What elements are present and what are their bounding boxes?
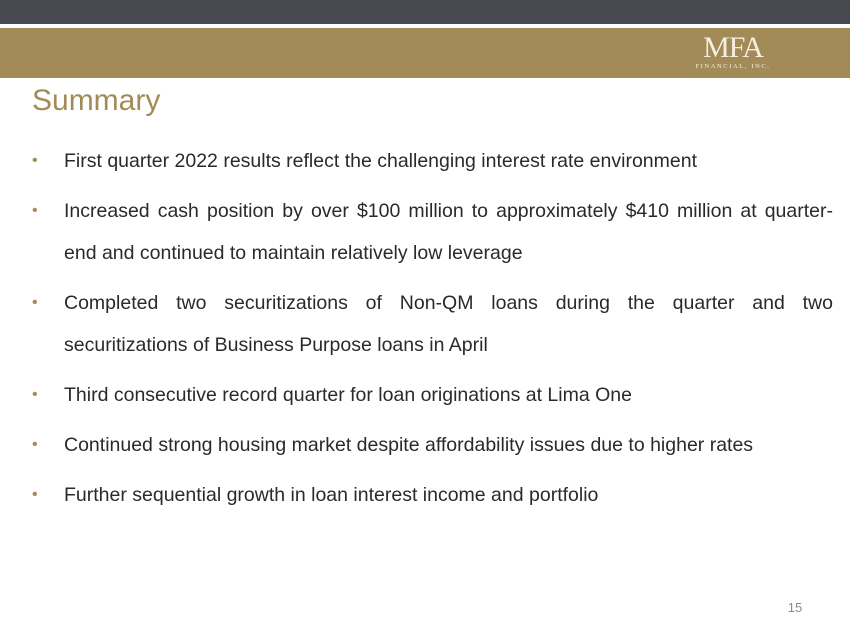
bullet-item [32, 140, 833, 182]
logo-subtext: FINANCIAL, INC. [695, 63, 771, 70]
logo-mark: MFA [703, 31, 763, 64]
bullet-dot-icon: • [32, 152, 38, 169]
bullet-dot-icon: • [32, 202, 38, 219]
bullet-dot-icon: • [32, 486, 38, 503]
bullet-item [32, 474, 833, 516]
page-number: 15 [787, 600, 803, 615]
bullet-item [32, 424, 833, 466]
bullet-text: Third consecutive record quarter for loan originations at Lima One [64, 384, 632, 406]
bullet-dot-icon: • [32, 294, 38, 311]
bullet-text: Continued strong housing market despite affordability issues due to higher rates [64, 434, 754, 456]
bullet-text: Completed two securitizations of Non-QM loans during the quarter and two securitizations of Business Purpose loans in April [64, 292, 833, 356]
bullet-item [32, 374, 833, 416]
bullet-text: Increased cash position by over $100 million to approximately $410 million at quarter-end and continued to maintain relatively low leverage [64, 200, 833, 264]
company-logo [691, 31, 775, 70]
top-dark-bar [0, 0, 850, 24]
slide-title: Summary [32, 84, 161, 117]
bullet-dot-icon: • [32, 386, 38, 403]
bullet-item [32, 190, 833, 274]
bullet-text: First quarter 2022 results reflect the challenging interest rate environment [64, 150, 697, 172]
summary-bullet-list [32, 140, 833, 524]
bullet-item [32, 282, 833, 366]
bullet-dot-icon: • [32, 436, 38, 453]
bullet-text: Further sequential growth in loan interest income and portfolio [64, 484, 599, 506]
